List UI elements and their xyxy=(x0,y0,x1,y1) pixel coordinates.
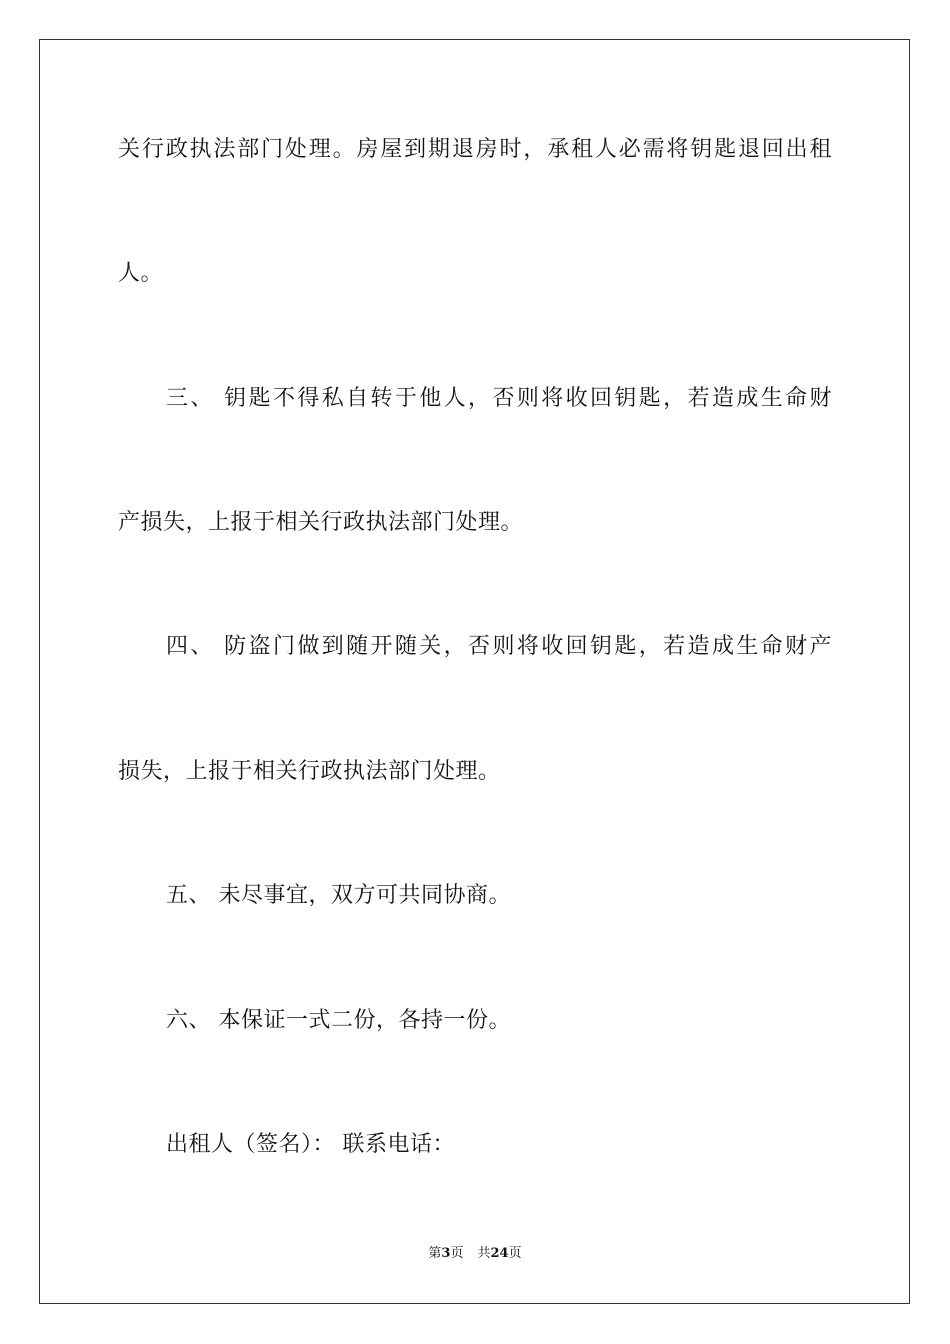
paragraph-line: 产损失，上报于相关行政执法部门处理。 xyxy=(118,510,524,535)
page-frame xyxy=(39,39,910,1304)
clause-six: 六、 本保证一式二份，各持一份。 xyxy=(166,1008,511,1033)
clause-three: 三、 钥匙不得私自转于他人，否则将收回钥匙，若造成生命财 xyxy=(166,386,832,411)
page-footer xyxy=(0,1245,950,1263)
page-prefix: 第 xyxy=(428,1246,442,1261)
page-suffix: 页 xyxy=(450,1246,464,1261)
clause-four: 四、 防盗门做到随开随关，否则将收回钥匙，若造成生命财产 xyxy=(166,634,832,659)
paragraph-line: 关行政执法部门处理。房屋到期退房时，承租人必需将钥匙退回出租 xyxy=(118,137,832,162)
signature-line: 出租人（签名）： 联系电话： xyxy=(166,1132,455,1157)
clause-five: 五、 未尽事宜，双方可共同协商。 xyxy=(166,883,511,908)
page-number: 3 xyxy=(441,1246,451,1261)
paragraph-line: 损失，上报于相关行政执法部门处理。 xyxy=(118,759,501,784)
total-pages: 24 xyxy=(490,1246,509,1261)
paragraph-line: 人。 xyxy=(118,261,164,286)
total-suffix: 页 xyxy=(508,1246,522,1261)
total-prefix: 共 xyxy=(477,1246,491,1261)
